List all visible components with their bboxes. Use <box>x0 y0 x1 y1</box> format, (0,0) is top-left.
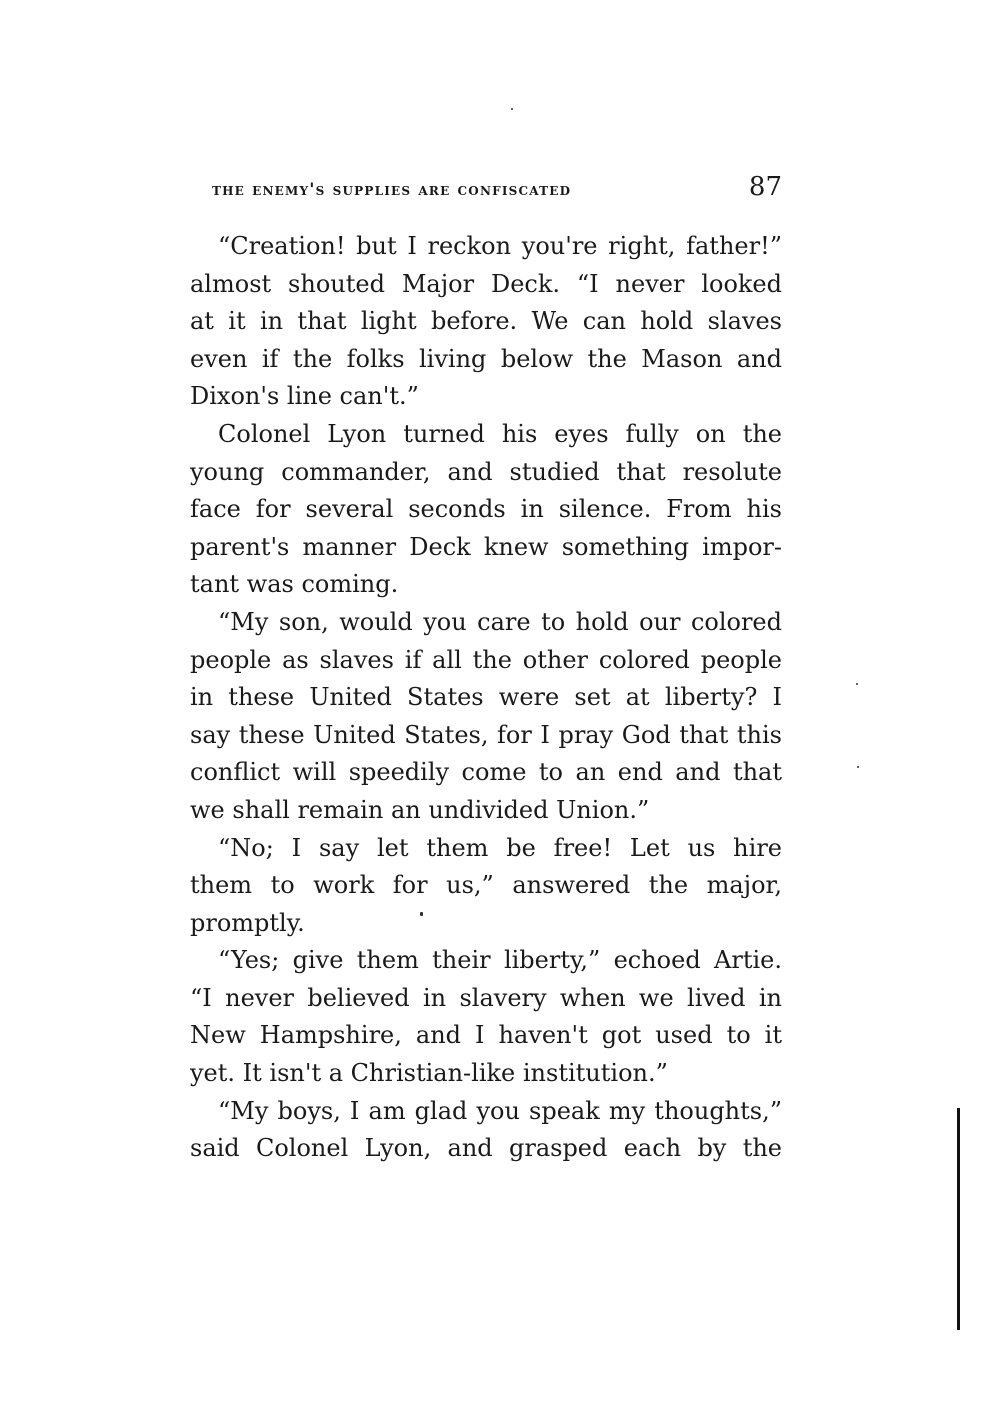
text-line: “I never believed in slavery when we lived in <box>190 983 782 1012</box>
page-number: 87 <box>748 172 782 202</box>
paragraph-2 <box>190 416 782 604</box>
text-line: we shall remain an undivided Union.” <box>190 795 650 824</box>
paragraph-1 <box>190 228 782 416</box>
text-line: say these United States, for I pray God that this <box>190 720 782 749</box>
text-line: “Yes; give them their liberty,” echoed Artie. <box>218 946 782 975</box>
text-line: Colonel Lyon turned his eyes fully on the <box>218 419 782 448</box>
scan-edge-line <box>957 1108 960 1330</box>
text-line: face for several seconds in silence. From his <box>190 495 782 524</box>
scan-speck <box>857 766 859 768</box>
paragraph-4 <box>190 830 782 943</box>
text-line: people as slaves if all the other colored people <box>190 645 782 674</box>
text-line: Dixon's line can't.” <box>190 382 419 411</box>
scan-speck <box>420 912 423 916</box>
text-line: said Colonel Lyon, and grasped each by the <box>190 1134 782 1163</box>
paragraph-5 <box>190 942 782 1092</box>
body-text <box>190 228 782 1168</box>
text-line: almost shouted Major Deck. “I never looked <box>190 269 782 298</box>
running-title: the enemy's supplies are confiscated <box>212 180 572 200</box>
text-line: “My son, would you care to hold our colored <box>218 607 782 636</box>
text-line: tant was coming. <box>190 570 399 599</box>
running-head <box>212 172 784 208</box>
scan-speck <box>511 108 513 110</box>
text-line: “My boys, I am glad you speak my thoughts,” <box>218 1096 782 1125</box>
text-line: at it in that light before. We can hold slaves <box>190 307 782 336</box>
text-line: “Creation! but I reckon you're right, father!” <box>218 232 782 260</box>
text-line: conflict will speedily come to an end and that <box>190 758 782 787</box>
text-line: “No; I say let them be free! Let us hire <box>218 833 782 862</box>
text-line: parent's manner Deck knew something impor- <box>190 532 782 561</box>
paragraph-6 <box>190 1093 782 1168</box>
text-line: promptly. <box>190 908 305 937</box>
text-line: them to work for us,” answered the major, <box>190 871 782 900</box>
text-line: yet. It isn't a Christian-like institution.” <box>190 1059 668 1088</box>
text-line: even if the folks living below the Mason and <box>190 344 782 373</box>
paragraph-3 <box>190 604 782 830</box>
text-line: young commander, and studied that resolute <box>190 457 782 486</box>
scan-speck <box>856 683 858 685</box>
text-line: in these United States were set at liberty? I <box>190 683 782 712</box>
text-line: New Hampshire, and I haven't got used to it <box>190 1021 782 1050</box>
